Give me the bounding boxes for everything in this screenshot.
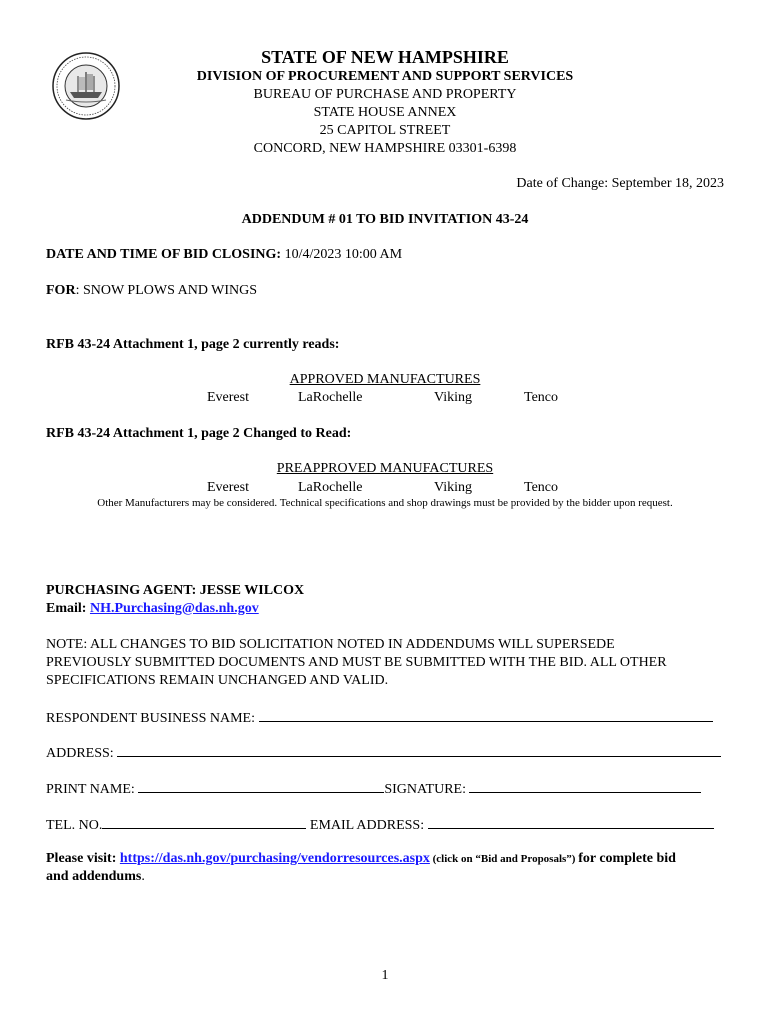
- vendor-resources-link[interactable]: https://das.nh.gov/purchasing/vendorresources.aspx: [119, 851, 430, 866]
- bid-closing-label: DATE AND TIME OF BID CLOSING:: [46, 247, 282, 262]
- email-blank[interactable]: [428, 816, 714, 829]
- visit-paren: (click on “Bid and Proposals”): [429, 853, 579, 865]
- note-line: PREVIOUSLY SUBMITTED DOCUMENTS AND MUST BE SUBMITTED WITH THE BID. ALL OTHER: [46, 655, 667, 670]
- purchasing-agent: [46, 583, 304, 599]
- tel-label: TEL. NO.: [46, 818, 103, 833]
- section2-manufacturer: Viking: [434, 480, 473, 495]
- tel-email-field: [46, 816, 714, 834]
- business-name-field: [46, 709, 713, 727]
- page-number: 1: [381, 968, 389, 983]
- visit-line-2: [46, 869, 145, 885]
- visit-suffix: for complete bid: [578, 851, 676, 866]
- business-name-blank[interactable]: [259, 709, 713, 722]
- bureau-line: BUREAU OF PURCHASE AND PROPERTY: [253, 87, 517, 102]
- print-name-label: PRINT NAME:: [46, 782, 135, 797]
- bid-for-label: FOR: [46, 283, 76, 298]
- address-blank[interactable]: [117, 744, 721, 757]
- state-title: STATE OF NEW HAMPSHIRE: [261, 47, 509, 67]
- bid-closing-value: 10/4/2023 10:00 AM: [281, 247, 403, 262]
- purchasing-agent-label: PURCHASING AGENT: [46, 583, 192, 598]
- section1-title: APPROVED MANUFACTURES: [289, 372, 481, 387]
- section2-title: PREAPPROVED MANUFACTURES: [276, 461, 494, 476]
- section1-heading: RFB 43-24 Attachment 1, page 2 currently reads:: [46, 337, 340, 352]
- visit-prefix: Please visit:: [46, 851, 120, 866]
- section2-note: Other Manufacturers may be considered. Technical specifications and shop drawings must be provided by the bidder upon request.: [97, 497, 673, 509]
- section2-manufacturer: Tenco: [524, 480, 559, 495]
- address-field: [46, 744, 721, 762]
- note-line: SPECIFICATIONS REMAIN UNCHANGED AND VALID.: [46, 673, 389, 688]
- note-line: NOTE: ALL CHANGES TO BID SOLICITATION NOTED IN ADDENDUMS WILL SUPERSEDE: [46, 637, 615, 652]
- visit-line: [46, 851, 676, 867]
- bid-for-value: : SNOW PLOWS AND WINGS: [75, 283, 258, 298]
- visit-line2: and addendums: [46, 869, 142, 884]
- tel-blank[interactable]: [102, 816, 306, 829]
- print-name-blank[interactable]: [138, 780, 384, 793]
- section2-manufacturer: LaRochelle: [298, 480, 363, 495]
- section1-manufacturer: Everest: [207, 390, 249, 405]
- city-line: CONCORD, NEW HAMPSHIRE 03301-6398: [253, 141, 517, 156]
- print-name-field: [46, 780, 701, 798]
- agent-email-link[interactable]: NH.Purchasing@das.nh.gov: [89, 601, 259, 616]
- email-label: EMAIL ADDRESS:: [309, 818, 425, 833]
- addendum-title: ADDENDUM # 01 TO BID INVITATION 43-24: [241, 212, 529, 227]
- date-of-change: Date of Change: September 18, 2023: [516, 176, 724, 191]
- annex-line: STATE HOUSE ANNEX: [313, 105, 457, 120]
- section1-manufacturer: LaRochelle: [298, 390, 363, 405]
- section2-manufacturer: Everest: [207, 480, 249, 495]
- agent-email-label: Email: [46, 601, 82, 616]
- signature-label: SIGNATURE:: [384, 782, 466, 797]
- visit-line2-end: .: [141, 869, 145, 884]
- division-title: DIVISION OF PROCUREMENT AND SUPPORT SERVICES: [196, 69, 574, 84]
- street-line: 25 CAPITOL STREET: [319, 123, 451, 138]
- purchasing-agent-name: : JESSE WILCOX: [191, 583, 305, 598]
- business-name-label: RESPONDENT BUSINESS NAME:: [46, 711, 255, 726]
- bid-for: [46, 283, 257, 299]
- agent-email-sep: :: [81, 601, 90, 616]
- agent-email: [46, 601, 259, 617]
- section2-heading: RFB 43-24 Attachment 1, page 2 Changed to Read:: [46, 426, 352, 441]
- bid-closing: [46, 247, 402, 263]
- address-label: ADDRESS:: [46, 746, 114, 761]
- section1-manufacturer: Tenco: [524, 390, 559, 405]
- signature-blank[interactable]: [469, 780, 701, 793]
- section1-manufacturer: Viking: [434, 390, 473, 405]
